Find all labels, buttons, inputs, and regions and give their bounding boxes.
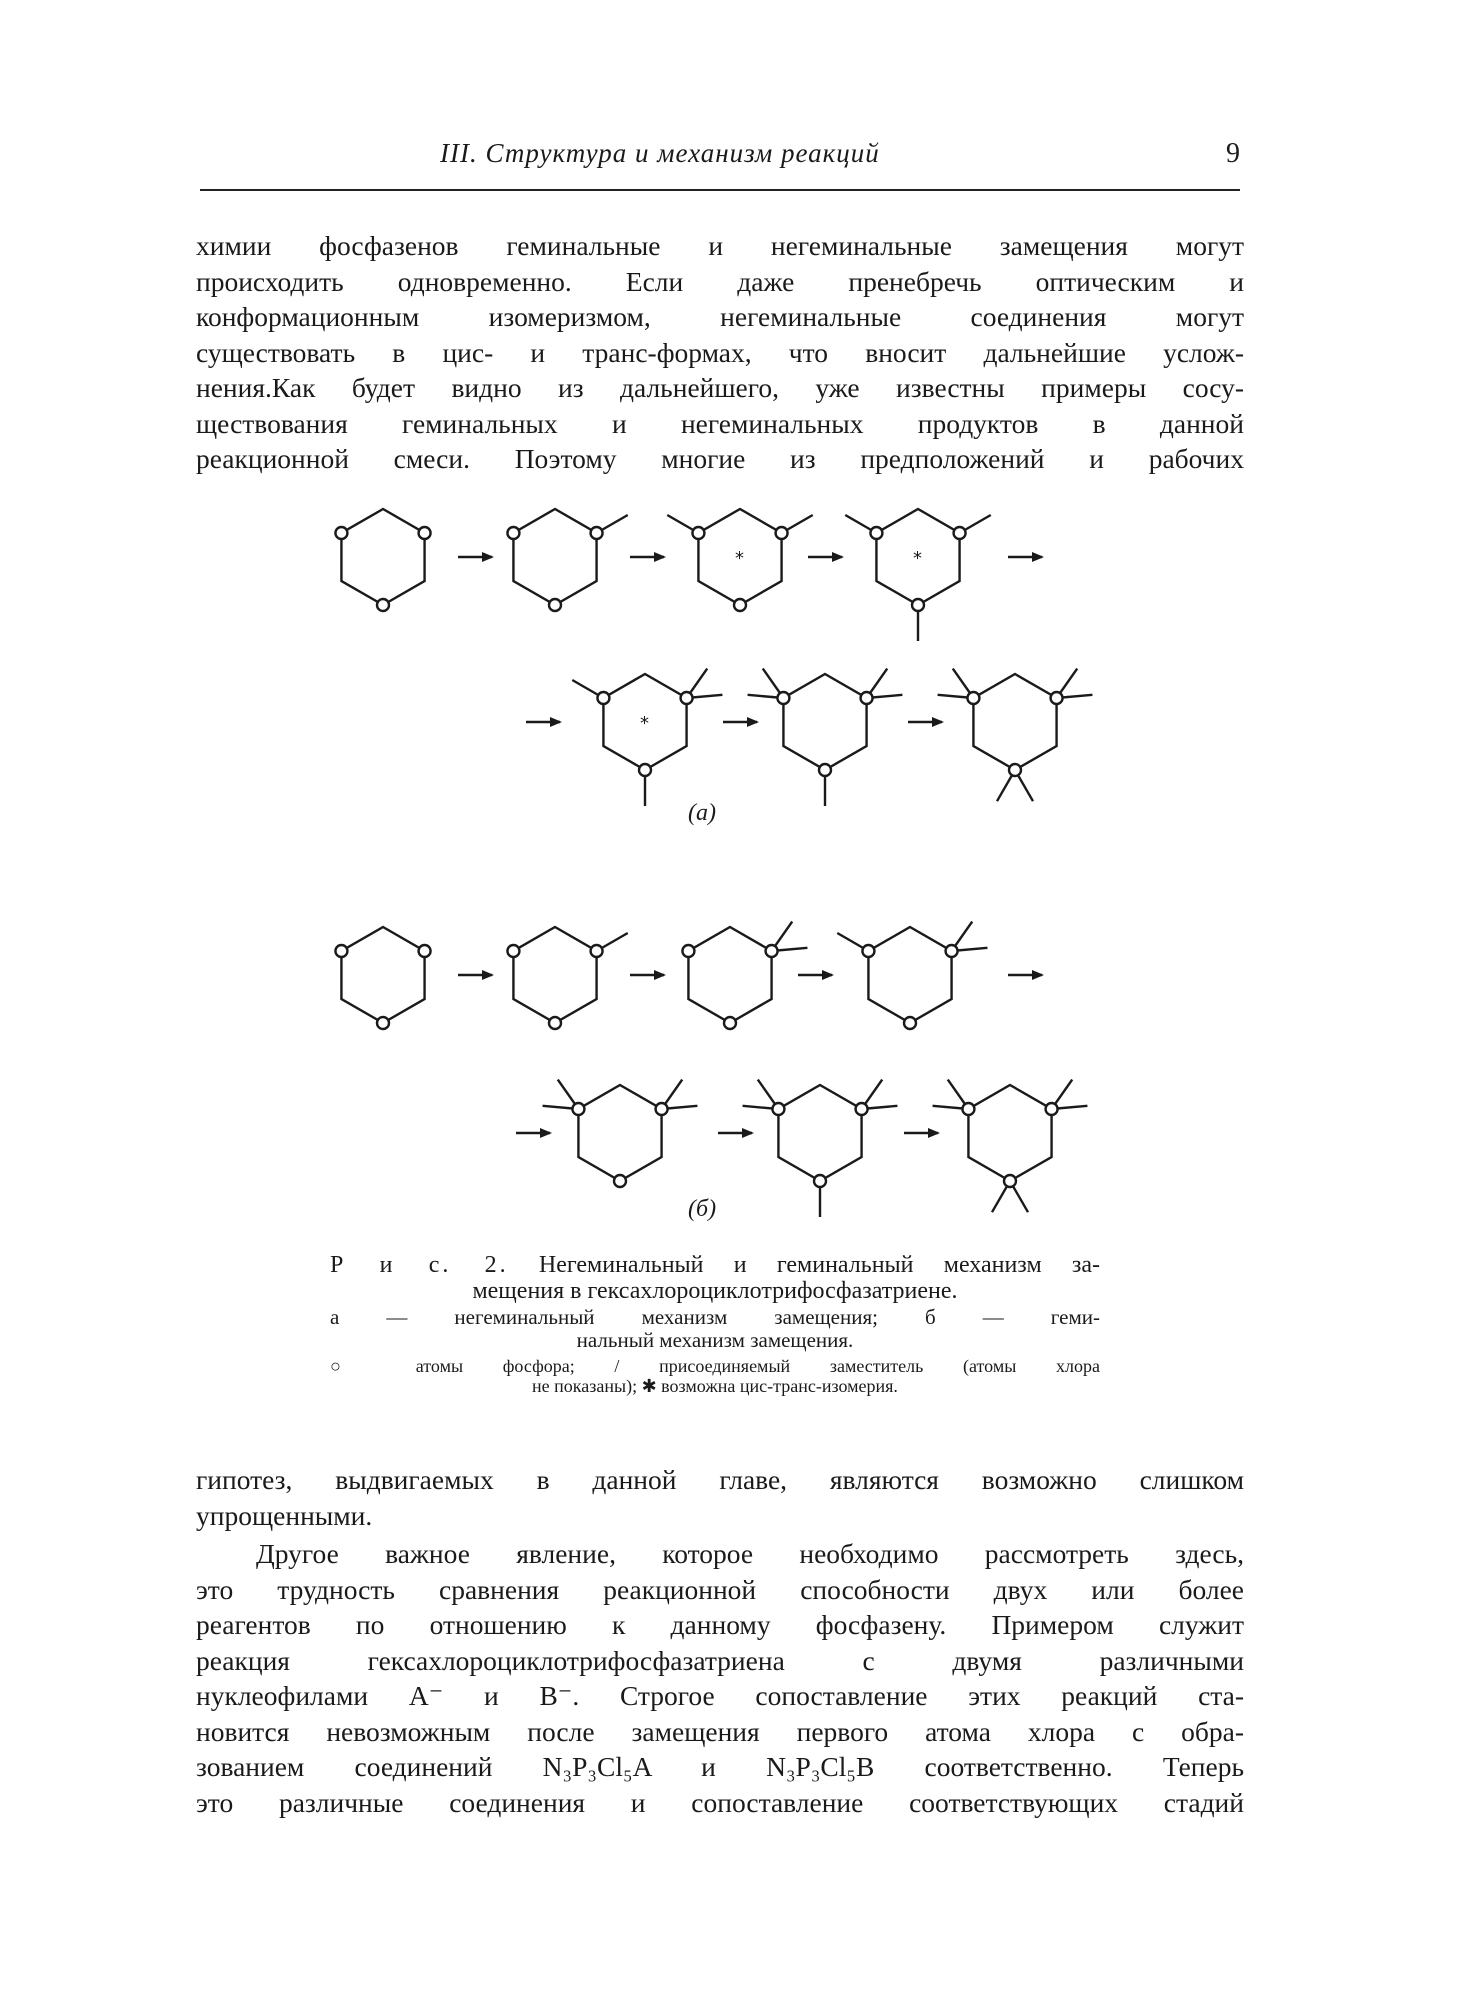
phosphazene-ring bbox=[868, 927, 951, 1023]
caption-figure-label: Р и с. 2. bbox=[330, 1252, 509, 1278]
figure-caption bbox=[330, 1252, 1100, 1396]
substituent-bond bbox=[687, 669, 708, 698]
text-line: химии фосфазенов геминальные и негеминальные замещения могут bbox=[196, 230, 1244, 261]
phosphazene-ring bbox=[698, 509, 781, 605]
substituent-bond bbox=[867, 669, 888, 698]
text-line: нуклеофилами А⁻ и В⁻. Строгое сопоставление этих реакций ста- bbox=[196, 1680, 1244, 1711]
substituent-bond bbox=[862, 1106, 898, 1109]
substituent-bond bbox=[772, 922, 793, 951]
phosphorus-atom bbox=[734, 599, 746, 611]
substituent-bond bbox=[1057, 669, 1078, 698]
substituent-bond bbox=[862, 1080, 883, 1109]
phosphazene-ring bbox=[973, 674, 1056, 770]
substituent-bond bbox=[1057, 695, 1093, 698]
substituent-bond bbox=[597, 933, 628, 951]
phosphorus-atom bbox=[335, 527, 347, 539]
phosphazene-ring bbox=[876, 509, 959, 605]
text-line: ществования геминальных и негеминальных продуктов в данной bbox=[196, 407, 1244, 439]
caption-title-line: мещения в гексахлороциклотрифосфазатриене. bbox=[472, 1278, 958, 1304]
text-line: зованием соединений N₃P₃Cl₅A и N₃P₃Cl₅B соответственно. Теперь bbox=[196, 1751, 1244, 1782]
phosphazene-ring bbox=[778, 1085, 861, 1181]
caption-note-line: не показаны); ✱ возможна цис-транс-изомерия. bbox=[532, 1376, 898, 1396]
substituent-bond bbox=[837, 933, 868, 951]
phosphorus-atom bbox=[946, 945, 958, 957]
isomerism-mark: * bbox=[735, 548, 744, 569]
paragraph-1 bbox=[196, 228, 1244, 477]
substituent-bond bbox=[992, 1181, 1010, 1212]
phosphorus-atom bbox=[682, 945, 694, 957]
page-number: 9 bbox=[1226, 138, 1240, 169]
phosphorus-atom bbox=[591, 945, 603, 957]
substituent-bond bbox=[543, 1106, 579, 1109]
phosphazene-ring bbox=[341, 509, 424, 605]
phosphorus-atom bbox=[954, 527, 966, 539]
phosphorus-atom bbox=[377, 599, 389, 611]
text-line: нения.Как будет видно из дальнейшего, уже известны примеры сосу- bbox=[196, 372, 1244, 403]
substituent-bond bbox=[867, 695, 903, 698]
substituent-bond bbox=[667, 515, 698, 533]
substituent-bond bbox=[933, 1106, 969, 1109]
caption-title bbox=[330, 1252, 1100, 1304]
caption-note bbox=[330, 1356, 1100, 1396]
substituent-bond bbox=[662, 1106, 698, 1109]
phosphorus-atom bbox=[614, 1175, 626, 1187]
phosphorus-atom bbox=[1051, 692, 1063, 704]
phosphorus-atom bbox=[656, 1103, 668, 1115]
caption-legend-line: а — негеминальный механизм замещения; б — геми- bbox=[330, 1305, 1100, 1329]
substituent-bond bbox=[952, 948, 988, 951]
caption-title-line: Негеминальный и геминальный механизм за- bbox=[538, 1252, 1101, 1278]
phosphazene-ring bbox=[968, 1085, 1051, 1181]
substituent-bond bbox=[1010, 1181, 1028, 1212]
phosphazene-ring bbox=[578, 1085, 661, 1181]
text-line: Другое важное явление, которое необходимо рассмотреть здесь, bbox=[256, 1538, 1244, 1569]
substituent-bond bbox=[953, 669, 974, 698]
phosphorus-atom bbox=[1009, 764, 1021, 776]
running-header bbox=[200, 138, 1240, 184]
substituent-bond bbox=[1052, 1106, 1088, 1109]
text-line: это различные соединения и сопоставление соответствующих стадий bbox=[196, 1786, 1244, 1818]
phosphorus-atom bbox=[549, 1017, 561, 1029]
substituent-bond bbox=[1052, 1080, 1073, 1109]
phosphorus-atom bbox=[597, 692, 609, 704]
substituent-bond bbox=[558, 1080, 579, 1109]
text-line: новится невозможным после замещения первого атома хлора с обра- bbox=[196, 1715, 1244, 1747]
substituent-bond bbox=[748, 695, 784, 698]
phosphazene-ring bbox=[688, 927, 771, 1023]
text-line: гипотез, выдвигаемых в данной главе, являются возможно слишком bbox=[196, 1464, 1244, 1495]
phosphorus-atom bbox=[335, 945, 347, 957]
phosphorus-atom bbox=[862, 945, 874, 957]
substituent-bond bbox=[687, 695, 723, 698]
substituent-bond bbox=[952, 922, 973, 951]
phosphorus-atom bbox=[962, 1103, 974, 1115]
substituent-bond bbox=[845, 515, 876, 533]
phosphorus-atom bbox=[692, 527, 704, 539]
caption-note-line: ○ атомы фосфора; / присоединяемый заместитель (атомы хлора bbox=[330, 1356, 1100, 1376]
text-line: конформационным изомеризмом, негеминальные соединения могут bbox=[196, 301, 1244, 332]
phosphorus-atom bbox=[766, 945, 778, 957]
phosphorus-atom bbox=[419, 527, 431, 539]
phosphorus-atom bbox=[777, 692, 789, 704]
phosphorus-atom bbox=[904, 1017, 916, 1029]
phosphorus-atom bbox=[639, 764, 651, 776]
text-line: реакционной смеси. Поэтому многие из предположений и рабочих bbox=[196, 443, 1244, 474]
substituent-bond bbox=[572, 680, 603, 698]
substituent-bond bbox=[960, 515, 991, 533]
phosphorus-atom bbox=[591, 527, 603, 539]
paragraph-2 bbox=[196, 1462, 1244, 1533]
phosphorus-atom bbox=[507, 945, 519, 957]
substituent-bond bbox=[997, 770, 1015, 801]
panel-b-label: (б) bbox=[688, 1196, 717, 1222]
phosphazene-ring bbox=[341, 927, 424, 1023]
phosphorus-atom bbox=[507, 527, 519, 539]
substituent-bond bbox=[743, 1106, 779, 1109]
text-line: реагентов по отношению к данному фосфазену. Примером служит bbox=[196, 1609, 1244, 1640]
paragraph-3 bbox=[196, 1536, 1244, 1820]
phosphorus-atom bbox=[861, 692, 873, 704]
substituent-bond bbox=[597, 515, 628, 533]
substituent-bond bbox=[772, 948, 808, 951]
text-line: реакция гексахлороциклотрифосфазатриена с двумя различными bbox=[196, 1644, 1244, 1676]
substituent-bond bbox=[662, 1080, 683, 1109]
phosphazene-ring bbox=[513, 509, 596, 605]
phosphorus-atom bbox=[912, 599, 924, 611]
phosphorus-atom bbox=[856, 1103, 868, 1115]
text-line: существовать в цис- и транс-формах, что вносит дальнейшие услож- bbox=[196, 336, 1244, 368]
text-line: происходить одновременно. Если даже пренебречь оптическим и bbox=[196, 265, 1244, 297]
phosphazene-ring bbox=[603, 674, 686, 770]
phosphazene-ring bbox=[513, 927, 596, 1023]
substituent-bond bbox=[758, 1080, 779, 1109]
phosphorus-atom bbox=[419, 945, 431, 957]
substituent-bond bbox=[1015, 770, 1033, 801]
text-line: это трудность сравнения реакционной способности двух или более bbox=[196, 1573, 1244, 1605]
phosphorus-atom bbox=[724, 1017, 736, 1029]
substituent-bond bbox=[763, 669, 784, 698]
phosphorus-atom bbox=[1004, 1175, 1016, 1187]
text-line: упрощенными. bbox=[196, 1499, 373, 1531]
phosphorus-atom bbox=[814, 1175, 826, 1187]
phosphorus-atom bbox=[681, 692, 693, 704]
substituent-bond bbox=[948, 1080, 969, 1109]
phosphorus-atom bbox=[377, 1017, 389, 1029]
substituent-bond bbox=[938, 695, 974, 698]
running-title: III. Структура и механизм реакций bbox=[440, 138, 880, 168]
phosphorus-atom bbox=[776, 527, 788, 539]
isomerism-mark: * bbox=[913, 548, 922, 569]
caption-legend-line: нальный механизм замещения. bbox=[576, 1328, 854, 1352]
header-rule bbox=[200, 189, 1240, 191]
phosphorus-atom bbox=[870, 527, 882, 539]
phosphorus-atom bbox=[819, 764, 831, 776]
phosphorus-atom bbox=[772, 1103, 784, 1115]
phosphorus-atom bbox=[1046, 1103, 1058, 1115]
substituent-bond bbox=[782, 515, 813, 533]
caption-legend bbox=[330, 1306, 1100, 1352]
phosphorus-atom bbox=[967, 692, 979, 704]
phosphorus-atom bbox=[572, 1103, 584, 1115]
isomerism-mark: * bbox=[640, 713, 649, 734]
phosphorus-atom bbox=[549, 599, 561, 611]
phosphazene-ring bbox=[783, 674, 866, 770]
panel-a-label: (а) bbox=[688, 800, 716, 826]
